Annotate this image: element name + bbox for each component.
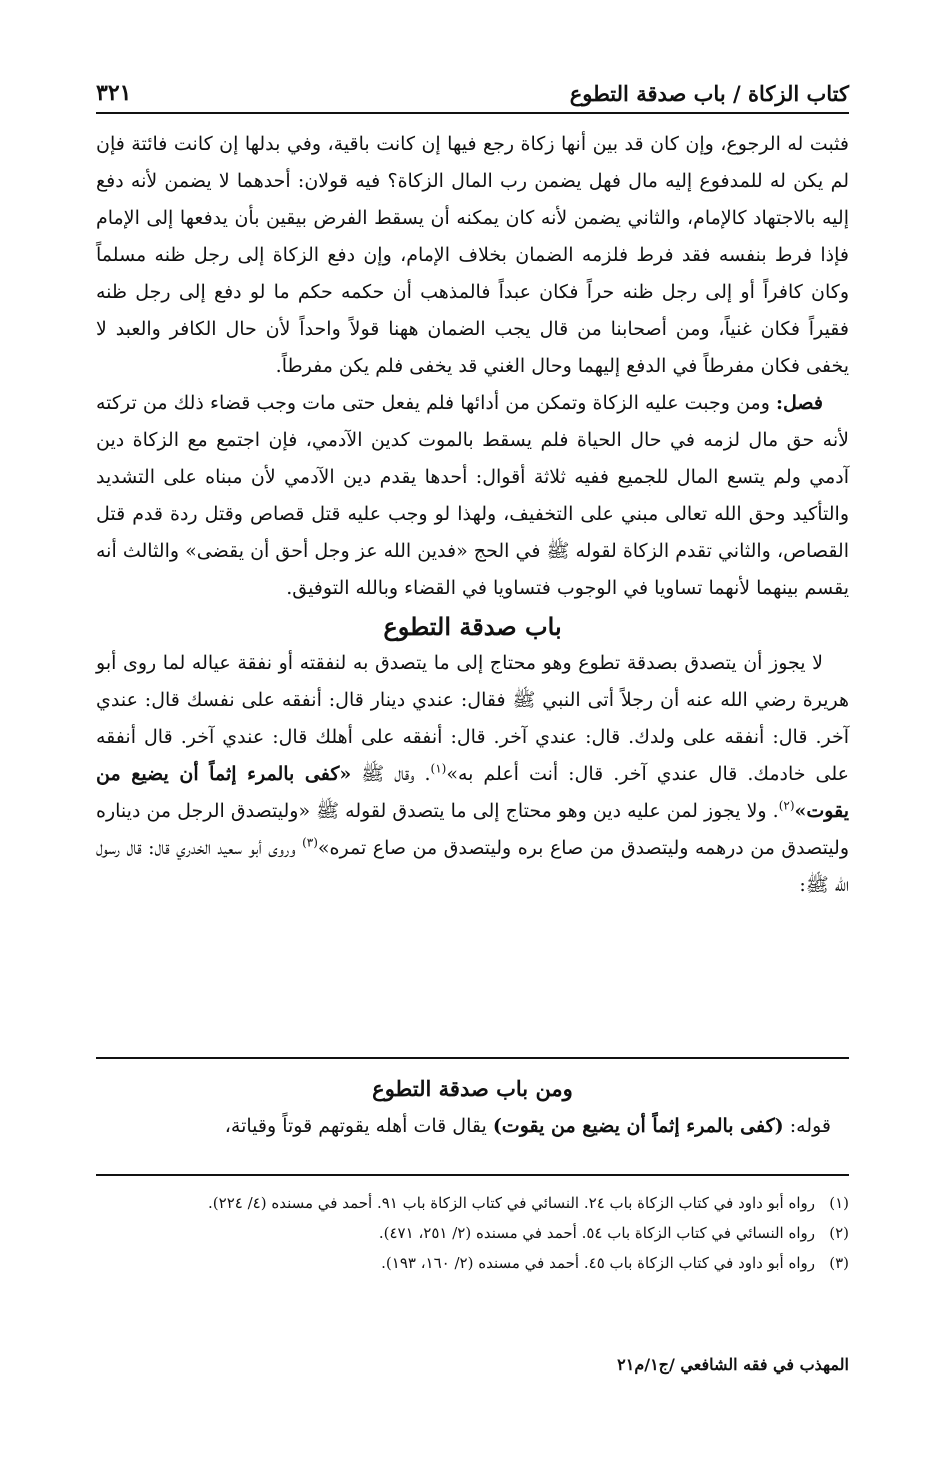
footnote-text: رواه النسائي في كتاب الزكاة باب ٥٤. أحمد في مسنده (٢/ ٢٥١، ٤٧١). xyxy=(378,1224,815,1242)
section-text-4: وروى أبو سعيد الخدري قال: قال رسول الله ﷺ: xyxy=(96,837,849,896)
commentary-text xyxy=(96,1108,849,1144)
footnote-number: (٢) xyxy=(829,1224,849,1242)
fasl-text: ومن وجبت عليه الزكاة وتمكن من أدائها فلم يفعل حتى مات وجب قضاء ذلك من تركته لأنه حق مال لزمه في حال الحياة فلم يسقط بالموت كدين الآدمي، فإن اجتمع مع الزكاة دين آدمي ولم يتسع المال للجميع ففيه ثلاثة أقوال: أحدها يقدم دين الآدمي لأن مبناه على التشديد والتأكيد وحق الله تعالى مبني على التخفيف، ولهذا لو وجب عليه قتل قصاص وقتل ردة قدم قتل القصاص، والثاني تقدم الزكاة لقوله ﷺ في الحج «فدين الله عز وجل أحق أن يقضى» والثالث أنه يقسم بينهما لأنهما تساويا في الوجوب فتساويا في القضاء وبالله التوفيق. xyxy=(96,392,849,599)
footnote-item xyxy=(96,1220,849,1246)
commentary-lead: قوله: xyxy=(783,1115,831,1137)
footnote-number: (٣) xyxy=(829,1254,849,1272)
main-text xyxy=(96,126,849,904)
section-text-1: لا يجوز أن يتصدق بصدقة تطوع وهو محتاج إلى ما يتصدق به لنفقته أو نفقة عياله لما روى أبو هريرة رضي الله عنه أن رجلاً أتى النبي ﷺ فقال: عندي دينار قال: أنفقه على نفسك قال: عندي آخر. قال: أنفقه على ولدك. قال: عندي آخر. قال: أنفقه على أهلك قال: عندي آخر. قال أنفقه على خادمك. قال عندي آخر. قال: أنت أعلم به» xyxy=(96,652,849,785)
footnote-text: رواه أبو داود في كتاب الزكاة باب ٤٥. أحمد في مسنده (٢/ ١٦٠، ١٩٣). xyxy=(381,1254,815,1272)
fasl-label: فصل: xyxy=(776,392,823,414)
footnote-item xyxy=(96,1250,849,1276)
commentary-block xyxy=(96,1072,849,1144)
commentary-title: ومن باب صدقة التطوع xyxy=(372,1076,573,1101)
section-paragraph xyxy=(96,645,849,904)
commentary-divider xyxy=(96,1057,849,1059)
footnotes xyxy=(96,1190,849,1280)
running-title: كتاب الزكاة / باب صدقة التطوع xyxy=(569,81,849,106)
section-text-2: . وقال ﷺ xyxy=(351,763,431,785)
footnote-divider xyxy=(96,1174,849,1176)
paragraph-fasl xyxy=(96,385,849,607)
signature-line: المهذب في فقه الشافعي /ج١/م٢١ xyxy=(617,1355,849,1374)
footnote-ref-3: (٣) xyxy=(302,835,318,850)
page-number: ٣٢١ xyxy=(96,80,132,106)
section-title: باب صدقة التطوع xyxy=(383,612,562,641)
commentary-rest: يقال قات أهله يقوتهم قوتاً وقياتة، xyxy=(224,1115,493,1137)
paragraph-continuation: فثبت له الرجوع، وإن كان قد بين أنها زكاة رجع فيها إن كانت باقية، وفي بدلها إن كانت فائتة فإن لم يكن له للمدفوع إليه مال فهل يضمن رب المال الزكاة؟ فيه قولان: أحدهما لا يضمن لأنه دفع إليه بالاجتهاد كالإمام، والثاني يضمن لأنه كان يمكنه أن يسقط الفرض بيقين بأن يدفعها إلى الإمام فإذا فرط بنفسه فقد فرط فلزمه الضمان بخلاف الإمام، وإن دفع الزكاة إلى رجل ظنه مسلماً وكان كافراً أو إلى رجل ظنه حراً فكان عبداً فالمذهب أن حكمه حكم ما لو دفع إلى رجل ظنه فقيراً فكان غنياً، ومن أصحابنا من قال يجب الضمان ههنا قولاً واحداً لأن حال الكافر والعبد لا يخفى فكان مفرطاً في الدفع إليهما وحال الغني قد يخفى فلم يكن مفرطاً. xyxy=(96,133,849,377)
footnote-number: (١) xyxy=(829,1194,849,1212)
footnote-ref-1: (١) xyxy=(430,761,447,776)
footnote-text: رواه أبو داود في كتاب الزكاة باب ٢٤. النسائي في كتاب الزكاة باب ٩١. أحمد في مسنده (٤/ ٢٢٤). xyxy=(208,1194,815,1212)
section-text-3: . ولا يجوز لمن عليه دين وهو محتاج إلى ما يتصدق لقوله ﷺ «وليتصدق الرجل من ديناره وليتصدق من درهمه وليتصدق من صاع بره وليتصدق من صاع تمره» xyxy=(96,800,850,859)
footnote-item xyxy=(96,1190,849,1216)
commentary-quote: (كفى بالمرء إثماً أن يضيع من يقوت) xyxy=(492,1115,784,1137)
footnote-ref-2: (٢) xyxy=(778,798,795,813)
hadith-quote: «كفى بالمرء إثماً أن يضيع من يقوت» xyxy=(96,763,849,822)
page-header xyxy=(96,72,849,114)
